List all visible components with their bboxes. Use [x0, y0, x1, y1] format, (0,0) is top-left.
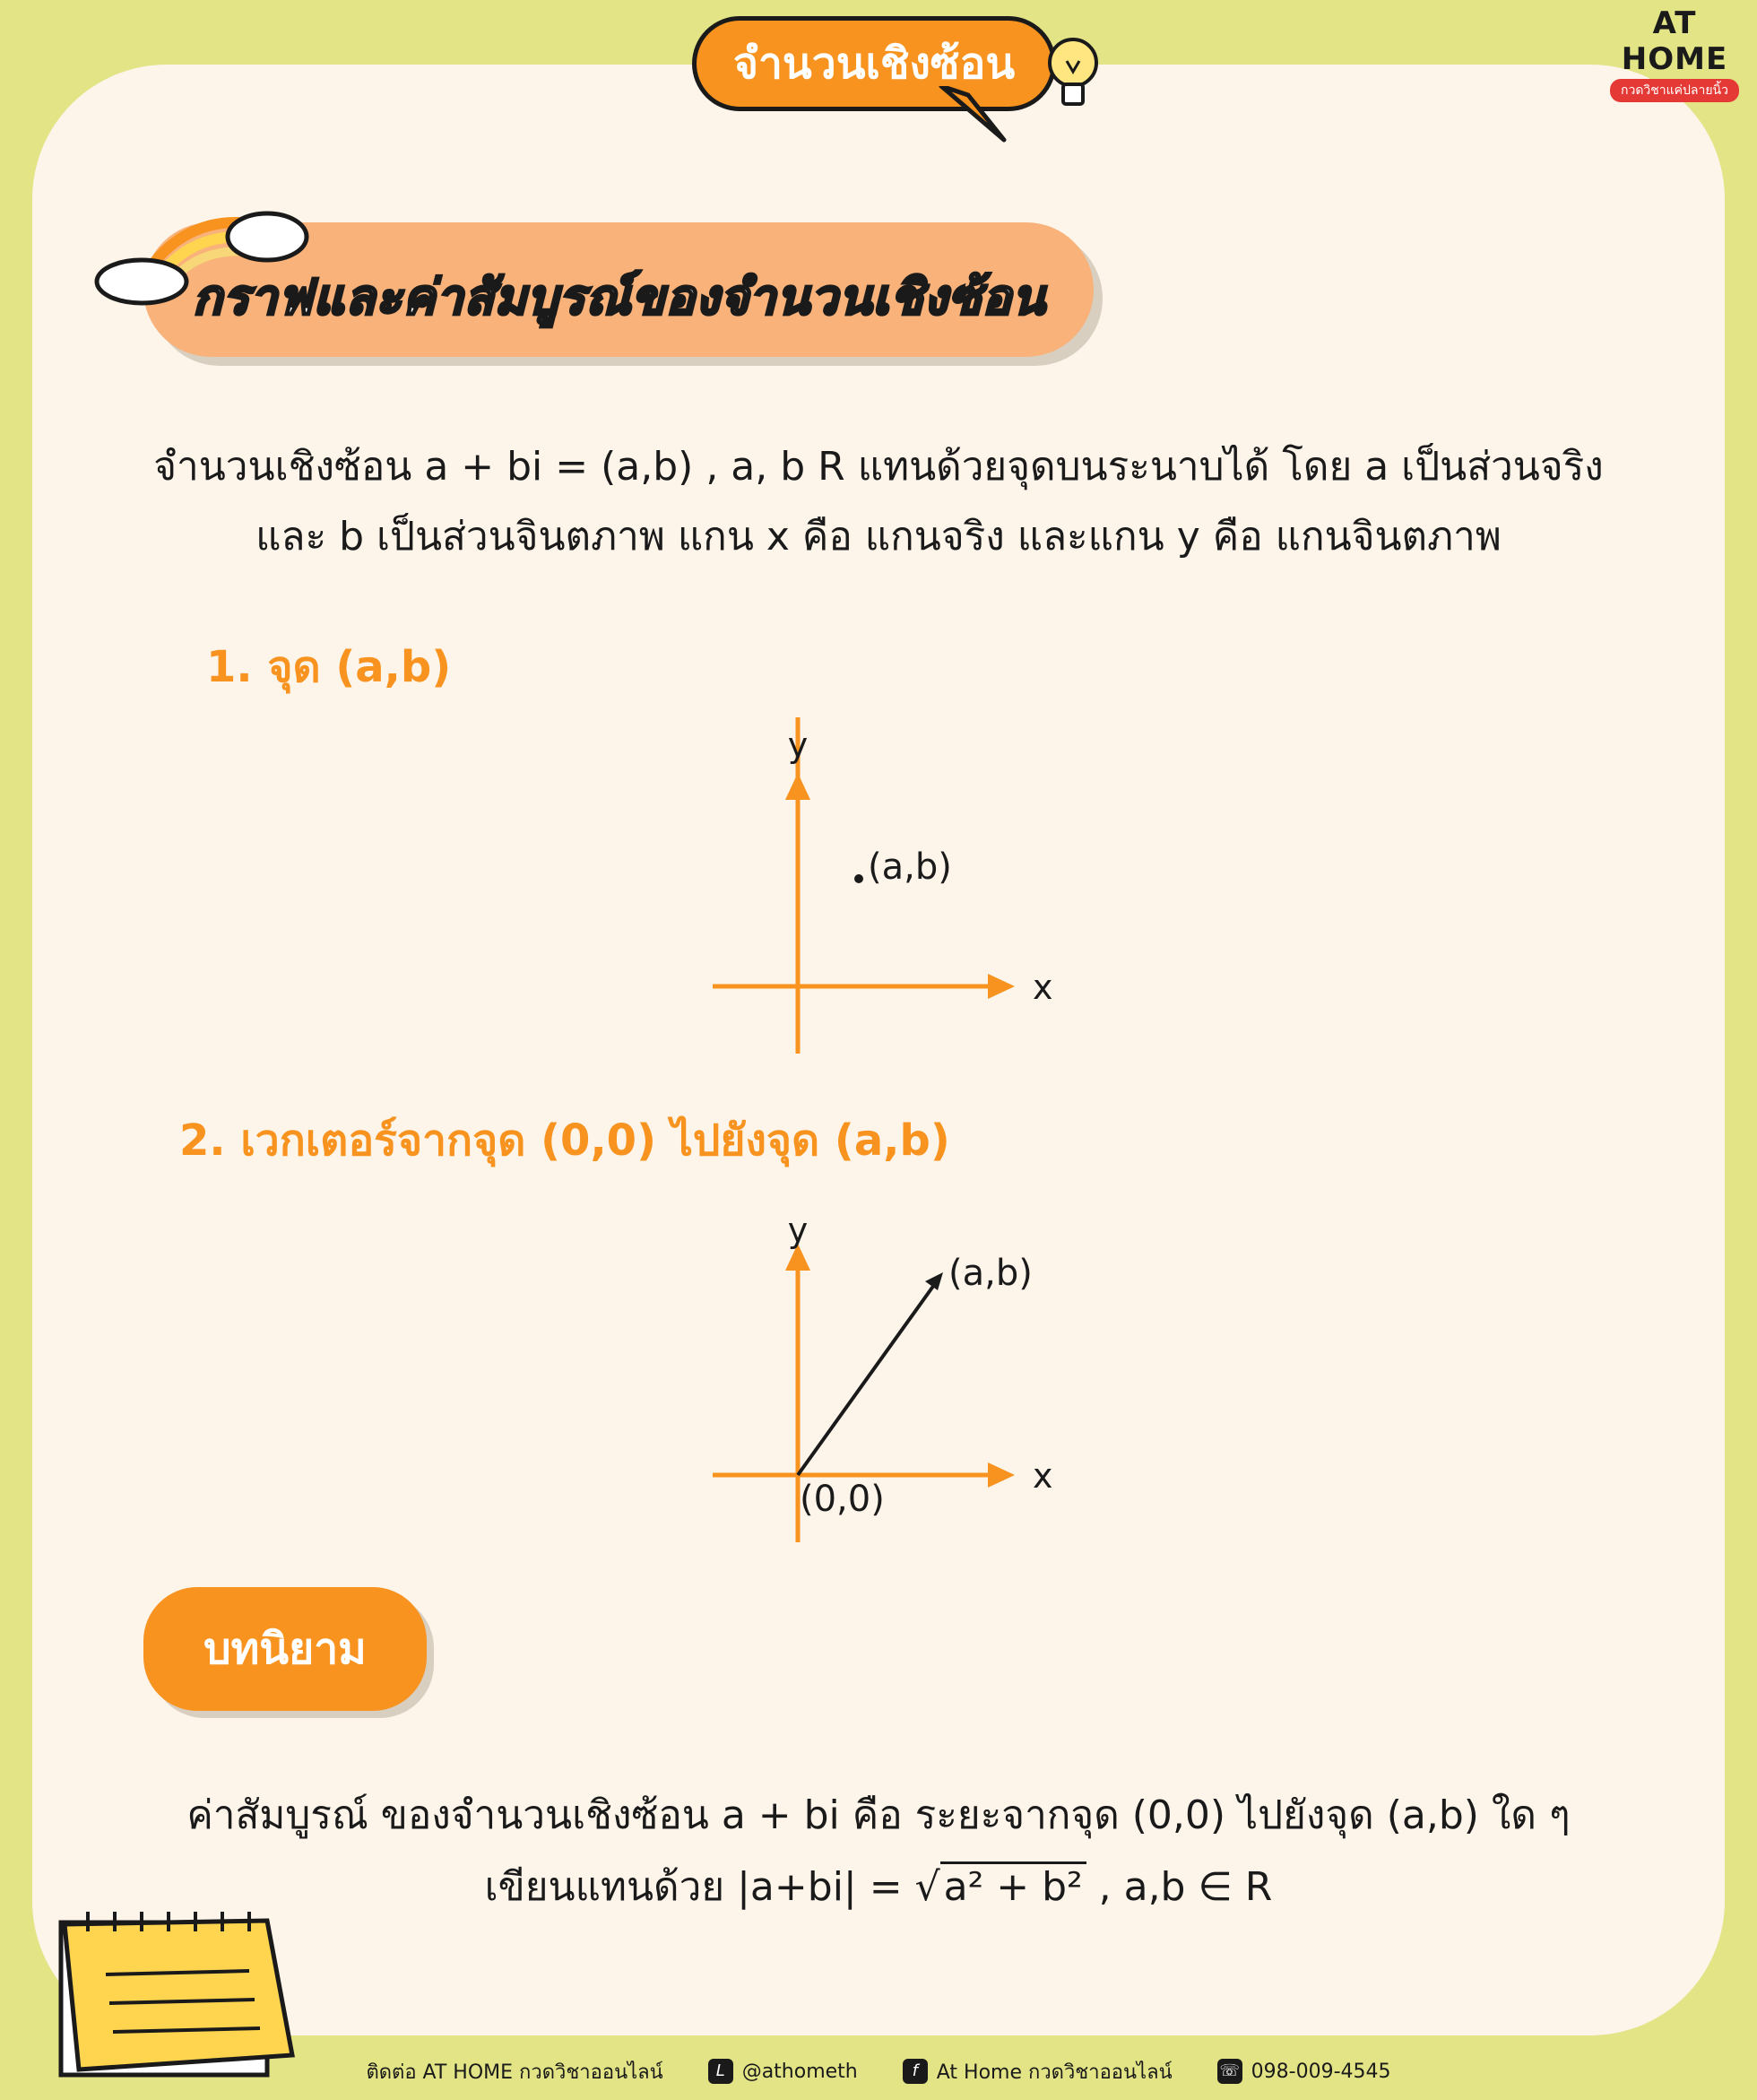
vector-graph — [699, 1206, 1076, 1547]
phone-icon: ☏ — [1217, 2059, 1242, 2084]
footer-phone[interactable] — [1217, 2059, 1391, 2084]
x-axis-label: x — [1033, 1456, 1053, 1496]
definition-line-2-prefix: เขียนแทนด้วย |a+bi| = √ — [484, 1864, 940, 1910]
y-axis-label: y — [787, 1211, 809, 1250]
vector-line — [798, 1285, 934, 1475]
bubble-tail — [932, 86, 1013, 149]
point-label: (a,b) — [868, 846, 952, 888]
sqrt-radicand: a² + b² — [940, 1861, 1086, 1910]
y-axis-arrow — [785, 773, 810, 800]
origin-label: (0,0) — [800, 1479, 885, 1520]
section1-title: 1. จุด (a,b) — [206, 642, 452, 692]
definition-pill — [143, 1587, 427, 1711]
definition-line-2 — [126, 1852, 1632, 1923]
line-icon: L — [708, 2059, 733, 2084]
brand-logo — [1594, 5, 1755, 102]
lightbulb-icon — [1042, 34, 1104, 115]
point-graph — [699, 717, 1076, 1067]
definition-paragraph — [126, 1780, 1632, 1923]
intro-paragraph — [126, 432, 1632, 572]
intro-line-1: จำนวนเชิงซ้อน a + bi = (a,b) , a, b R แทนด้วยจุดบนระนาบได้ โดย a เป็นส่วนจริง — [153, 444, 1604, 490]
y-axis-label: y — [787, 725, 809, 765]
vector-end-label: (a,b) — [948, 1253, 1033, 1294]
intro-line-2: และ b เป็นส่วนจินตภาพ แกน x คือ แกนจริง และแกน y คือ แกนจินตภาพ — [255, 514, 1502, 560]
footer-facebook[interactable] — [903, 2056, 1173, 2087]
definition-pill-label: บทนิยาม — [203, 1624, 367, 1674]
phone-number: 098-009-4545 — [1251, 2060, 1391, 2083]
point-marker — [854, 874, 863, 883]
x-axis-arrow — [988, 974, 1015, 999]
definition-line-2-suffix: , a,b ∈ R — [1086, 1864, 1273, 1910]
footer-line[interactable] — [708, 2059, 858, 2084]
facebook-name: At Home กวดวิชาออนไลน์ — [936, 2061, 1173, 2084]
section2-title: 2. เวกเตอร์จากจุด (0,0) ไปยังจุด (a,b) — [179, 1115, 950, 1166]
footer — [0, 2053, 1757, 2089]
definition-line-1: ค่าสัมบูรณ์ ของจำนวนเชิงซ้อน a + bi คือ ระยะจากจุด (0,0) ไปยังจุด (a,b) ใด ๆ — [186, 1792, 1571, 1838]
facebook-icon: f — [903, 2059, 928, 2084]
brand-name: AT HOME — [1621, 5, 1728, 77]
footer-contact: ติดต่อ AT HOME กวดวิชาออนไลน์ — [366, 2061, 663, 2084]
brand-tagline: กวดวิชาแค่ปลายนิ้ว — [1610, 79, 1739, 102]
x-axis-arrow — [988, 1462, 1015, 1488]
x-axis-label: x — [1033, 968, 1053, 1007]
topic-title: จำนวนเชิงซ้อน — [732, 39, 1016, 89]
vector-arrowhead — [925, 1272, 943, 1290]
banner-title: กราฟและค่าสัมบูรณ์ของจำนวนเชิงซ้อน — [193, 269, 1046, 325]
line-handle: @athometh — [741, 2060, 858, 2083]
